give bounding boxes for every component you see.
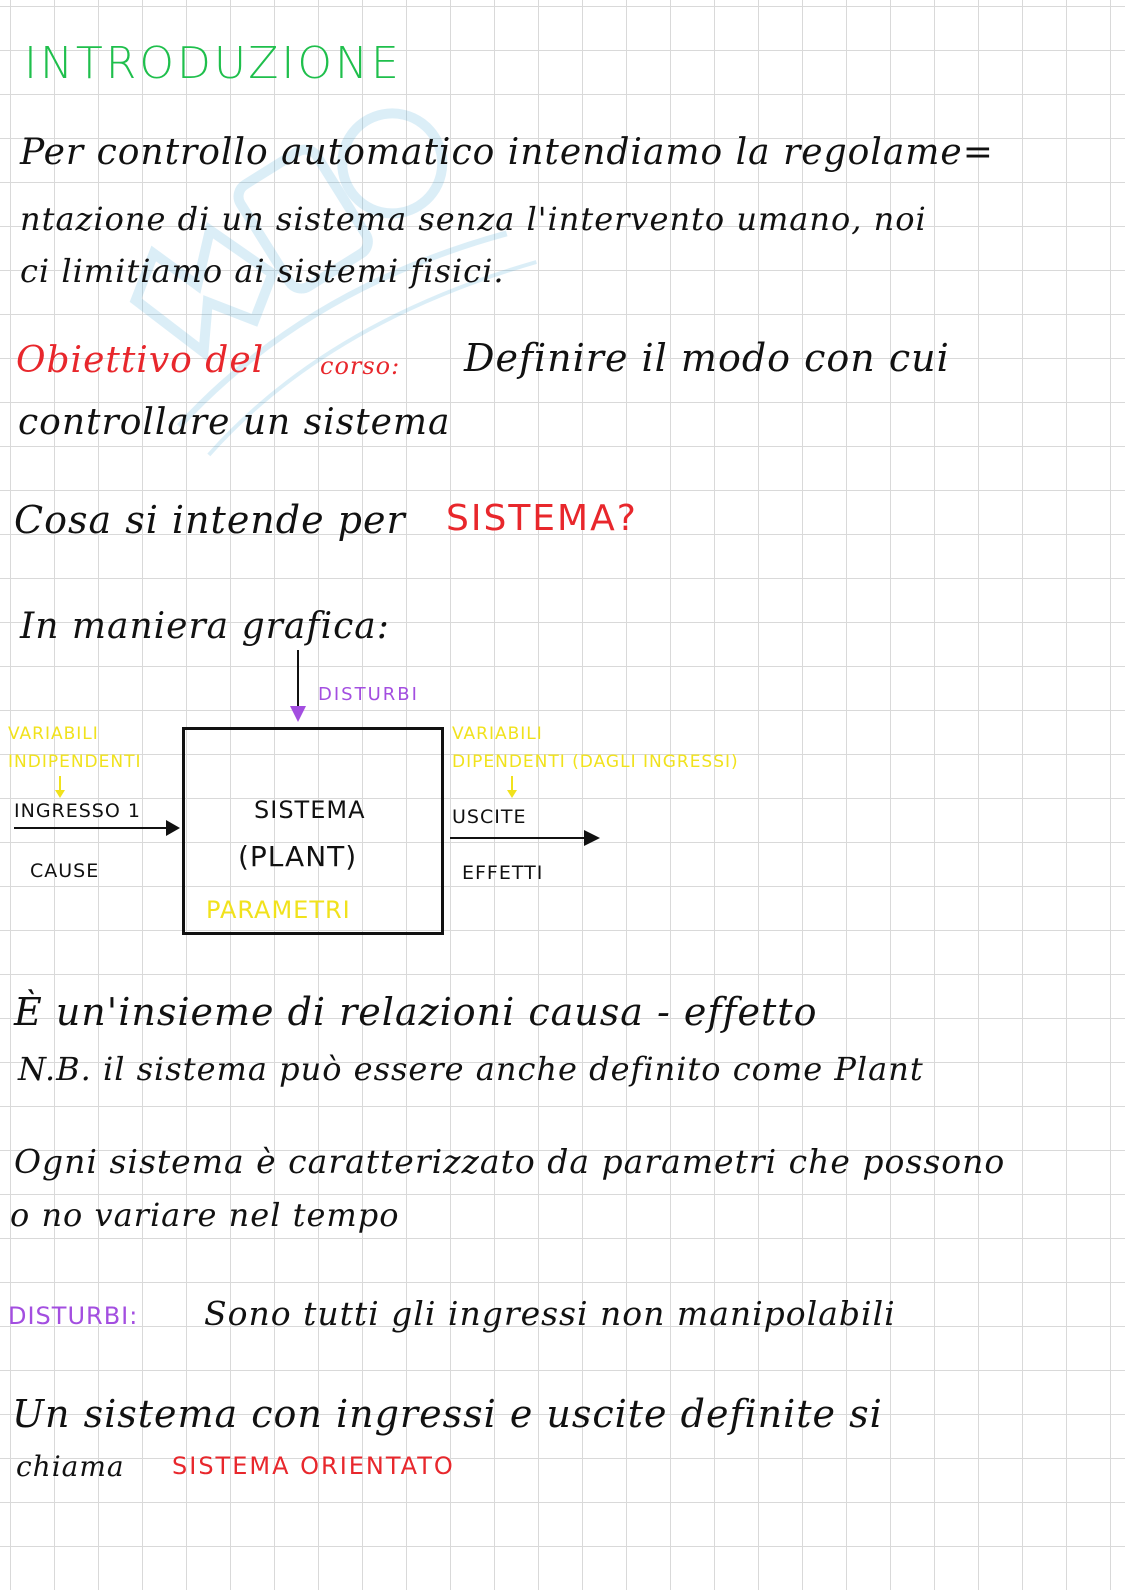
oriented-highlight: SISTEMA ORIENTATO [172,1452,455,1480]
page-title: INTRODUZIONE [24,38,402,89]
objective-text-1: Definire il modo con cui [464,336,950,380]
input-label: INGRESSO 1 [14,800,141,822]
effects-label: EFFETTI [462,862,544,884]
characterized-line-2: o no variare nel tempo [10,1196,400,1234]
oriented-line-2: chiama [16,1450,125,1483]
objective-text-2: controllare un sistema [18,402,451,443]
independent-vars-label-1: VARIABILI [8,724,99,744]
independent-vars-label-2: INDIPENDENTI [8,752,142,772]
oriented-line-1: Un sistema con ingressi e uscite definite si [12,1392,883,1436]
intro-line-2: ntazione di un sistema senza l'intervento umano, noi [20,200,927,238]
intro-line-1: Per controllo automatico intendiamo la regolame= [20,132,994,173]
dependent-vars-label-2: DIPENDENTI (DAGLI INGRESSI) [452,752,739,772]
dependent-vars-label-1: VARIABILI [452,724,543,744]
causes-label: CAUSE [30,860,100,882]
objective-label-course: corso: [320,352,401,380]
intro-line-3: ci limitiamo ai sistemi fisici. [20,252,505,290]
disturbances-def-text: Sono tutti gli ingressi non manipolabili [204,1294,896,1333]
nb-text: N.B. il sistema può essere anche definito come Plant [18,1050,924,1088]
objective-label: Obiettivo del [16,340,265,381]
relation-text: È un'insieme di relazioni causa - effetto [14,990,818,1034]
question-highlight: SISTEMA? [446,498,638,539]
disturbances-def-label: DISTURBI: [8,1302,139,1330]
parameters-label: PARAMETRI [206,896,351,924]
graphic-intro: In maniera grafica: [20,606,390,647]
characterized-line-1: Ogni sistema è caratterizzato da parametri che possono [14,1142,1006,1181]
disturbances-label: DISTURBI [318,684,419,705]
question-text: Cosa si intende per [14,498,406,542]
system-name: SISTEMA [254,796,366,824]
system-plant: (PLANT) [238,840,358,873]
outputs-label: USCITE [452,806,527,828]
